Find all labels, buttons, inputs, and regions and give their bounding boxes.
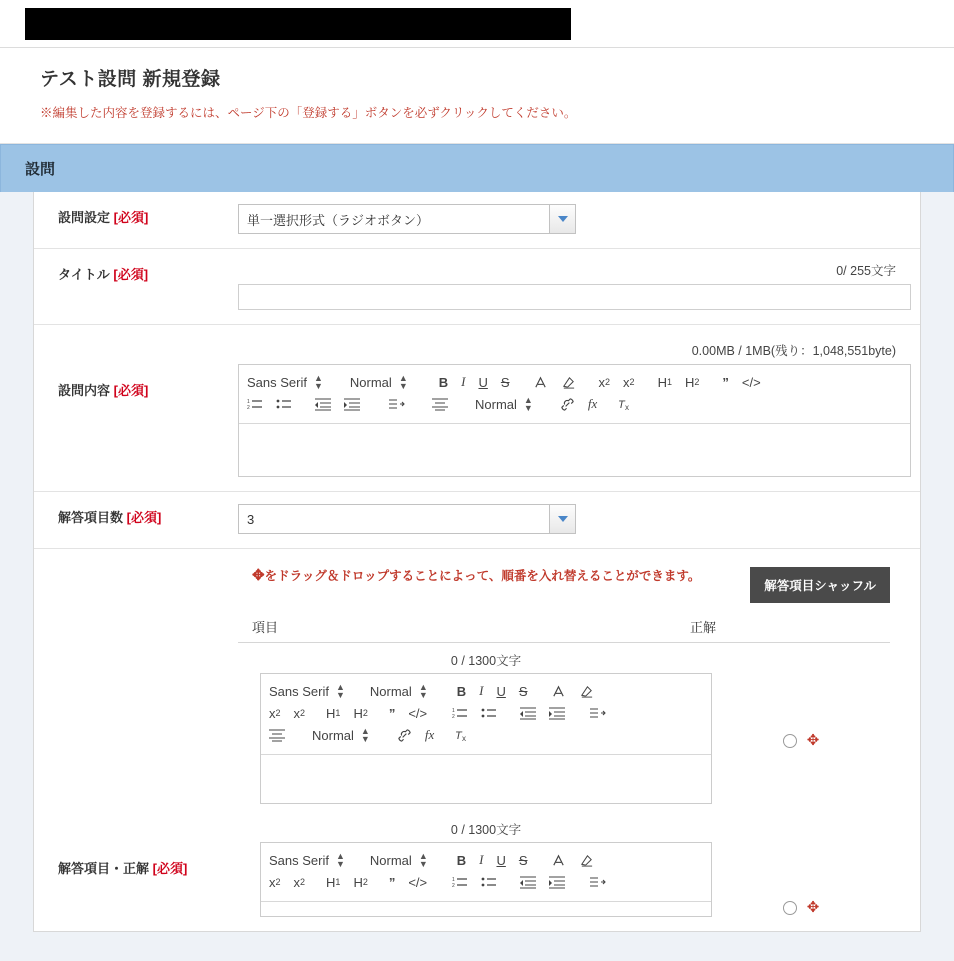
label-question-body-text: 設問内容 — [58, 383, 111, 398]
editor-toolbar — [261, 674, 711, 755]
row-answers — [34, 549, 920, 931]
indent-icon[interactable] — [344, 397, 360, 411]
required-marker: [必須] — [113, 210, 149, 225]
answer-count-value: 3 — [247, 511, 255, 527]
question-body-input[interactable] — [239, 424, 910, 476]
superscript-button[interactable]: x 2 — [293, 705, 306, 721]
chevron-updown-icon: ▲ ▼ — [418, 851, 428, 869]
bold-button[interactable]: B — [438, 374, 449, 390]
block-format-picker[interactable] — [475, 396, 533, 412]
ordered-list-icon[interactable] — [247, 397, 263, 411]
chevron-down-icon[interactable] — [549, 505, 575, 533]
answer-correct-cell — [712, 673, 890, 748]
svg-text:x: x — [462, 733, 467, 743]
title-counter: 0/ 255文字 — [836, 264, 896, 278]
page-header — [0, 48, 954, 144]
answer-correct-cell — [712, 842, 890, 915]
question-body-counter: 0.00MB / 1MB(残り：1,048,551byte) — [691, 344, 896, 358]
text-direction-icon[interactable] — [387, 397, 405, 411]
heading2-button[interactable]: H 2 — [353, 705, 368, 721]
background-color-icon[interactable] — [561, 375, 576, 390]
answer-input[interactable] — [261, 755, 711, 803]
answer-editor[interactable] — [260, 842, 712, 917]
clear-format-icon[interactable] — [618, 397, 634, 412]
label-question-body — [34, 325, 238, 491]
italic-button[interactable]: I — [461, 374, 466, 389]
italic-button[interactable]: I — [479, 852, 484, 867]
svg-text:T: T — [455, 729, 462, 742]
column-header-correct: 正解 — [690, 620, 717, 635]
font-family-value: Sans Serif — [269, 683, 329, 699]
font-size-value: Normal — [349, 374, 392, 390]
blockquote-button[interactable]: ” — [722, 374, 729, 390]
underline-button[interactable]: U — [496, 683, 506, 699]
bullet-list-icon[interactable] — [481, 706, 497, 720]
chevron-down-icon[interactable] — [549, 205, 575, 233]
svg-text:2: 2 — [452, 714, 455, 720]
block-format-value: Normal — [312, 727, 354, 743]
chevron-updown-icon: ▲ ▼ — [398, 373, 408, 391]
font-family-picker[interactable] — [269, 683, 345, 699]
label-question-setting-text: 設問設定 — [58, 210, 111, 225]
heading2-button[interactable]: H 2 — [684, 374, 700, 390]
heading1-button[interactable]: H 1 — [326, 705, 341, 721]
answer-count-select[interactable] — [238, 504, 576, 534]
answer-editor[interactable] — [260, 673, 712, 804]
card-body — [33, 192, 921, 932]
bullet-list-icon[interactable] — [481, 875, 497, 889]
drag-drop-note-text: をドラッグ＆ドロップすることによって、順番を入れ替えることができます。 — [264, 569, 701, 583]
align-icon[interactable] — [432, 397, 448, 411]
font-family-picker[interactable] — [269, 852, 345, 868]
editor-toolbar — [261, 843, 711, 902]
block-format-picker[interactable] — [312, 727, 370, 743]
label-title-text: タイトル — [58, 267, 110, 282]
answer-input[interactable] — [261, 902, 711, 916]
redacted-banner — [25, 8, 571, 40]
svg-text:1: 1 — [452, 877, 455, 883]
chevron-updown-icon: ▲ ▼ — [335, 851, 345, 869]
answers-table-header — [238, 617, 890, 643]
strikethrough-button[interactable]: S — [500, 374, 510, 390]
subscript-button[interactable]: x 2 — [598, 374, 611, 390]
outdent-icon[interactable] — [315, 397, 331, 411]
required-marker: [必須] — [126, 510, 162, 525]
row-title — [34, 249, 920, 325]
text-color-icon[interactable] — [551, 684, 566, 699]
outdent-icon[interactable] — [520, 875, 536, 889]
answer-editor-wrap — [260, 673, 712, 804]
move-handle-icon[interactable]: ✥ — [806, 899, 820, 916]
page-title: テスト設問 新規登録 — [40, 69, 221, 90]
row-answer-count — [34, 492, 920, 549]
answer-counter: 0 / 1300文字 — [450, 654, 522, 668]
ordered-list-icon[interactable] — [452, 706, 468, 720]
svg-text:1: 1 — [452, 708, 455, 714]
formula-button[interactable]: fx — [424, 727, 435, 742]
row-question-setting — [34, 192, 920, 249]
background-color-icon[interactable] — [579, 853, 594, 868]
strikethrough-button[interactable]: S — [518, 683, 528, 699]
field-title — [238, 249, 941, 324]
label-answer-count — [34, 492, 238, 548]
italic-button[interactable]: I — [479, 683, 484, 698]
label-answers-text: 解答項目・正解 — [58, 861, 150, 876]
svg-text:T: T — [618, 398, 625, 411]
font-family-value: Sans Serif — [247, 374, 307, 390]
section-title: 設問 — [0, 144, 954, 192]
move-handle-icon: ✥ — [252, 567, 265, 584]
blockquote-button[interactable]: ” — [388, 705, 396, 721]
superscript-button[interactable]: x 2 — [293, 874, 306, 890]
heading1-button[interactable]: H 1 — [326, 874, 341, 890]
indent-icon[interactable] — [549, 875, 565, 889]
required-marker: [必須] — [152, 861, 188, 876]
required-marker: [必須] — [113, 383, 149, 398]
question-card — [0, 144, 954, 932]
required-marker: [必須] — [113, 267, 149, 282]
answer-row — [238, 842, 890, 917]
correct-radio[interactable] — [783, 901, 797, 915]
chevron-updown-icon: ▲ ▼ — [418, 682, 428, 700]
chevron-updown-icon: ▲ ▼ — [523, 395, 533, 413]
code-block-button[interactable]: </> — [408, 705, 428, 721]
ordered-list-icon[interactable] — [452, 875, 468, 889]
field-question-body — [238, 325, 941, 491]
row-question-body — [34, 325, 920, 492]
column-header-item: 項目 — [252, 620, 279, 635]
editor-toolbar — [239, 365, 910, 424]
question-body-editor[interactable] — [238, 364, 911, 477]
move-handle-icon[interactable]: ✥ — [806, 732, 820, 749]
link-icon[interactable] — [397, 728, 412, 743]
field-question-setting — [238, 192, 920, 248]
bold-button[interactable]: B — [456, 852, 467, 868]
outdent-icon[interactable] — [520, 706, 536, 720]
top-bar — [0, 0, 954, 48]
text-direction-icon[interactable] — [588, 875, 606, 889]
underline-button[interactable]: U — [478, 374, 488, 390]
font-family-value: Sans Serif — [269, 852, 329, 868]
text-direction-icon[interactable] — [588, 706, 606, 720]
label-answers — [34, 549, 238, 931]
label-title — [34, 249, 238, 324]
align-icon[interactable] — [269, 728, 285, 742]
font-size-picker[interactable] — [370, 683, 428, 699]
svg-text:2: 2 — [247, 405, 250, 411]
font-size-value: Normal — [369, 683, 412, 699]
heading2-button[interactable]: H 2 — [353, 874, 368, 890]
drag-drop-note — [252, 567, 712, 586]
formula-button[interactable]: fx — [587, 396, 598, 411]
correct-radio[interactable] — [783, 734, 797, 748]
subscript-button[interactable]: x 2 — [269, 874, 281, 890]
question-setting-select[interactable] — [238, 204, 576, 234]
field-answers — [238, 549, 920, 931]
font-family-picker[interactable] — [247, 374, 323, 390]
chevron-updown-icon: ▲ ▼ — [360, 726, 370, 744]
indent-icon[interactable] — [549, 706, 565, 720]
superscript-button[interactable]: x 2 — [623, 374, 635, 390]
svg-text:1: 1 — [247, 399, 250, 405]
heading1-button[interactable]: H 1 — [657, 374, 672, 390]
clear-format-icon[interactable] — [455, 728, 471, 743]
shuffle-answers-button[interactable]: 解答項目シャッフル — [750, 567, 890, 603]
label-question-setting — [34, 192, 238, 248]
underline-button[interactable]: U — [496, 852, 506, 868]
svg-text:x: x — [625, 402, 630, 412]
answer-row — [238, 673, 890, 804]
link-icon[interactable] — [560, 397, 575, 412]
bold-button[interactable]: B — [456, 683, 467, 699]
label-answer-count-text: 解答項目数 — [58, 510, 124, 525]
subscript-button[interactable]: x 2 — [269, 705, 281, 721]
field-answer-count — [238, 492, 920, 548]
blockquote-button[interactable]: ” — [388, 874, 396, 890]
chevron-updown-icon: ▲ ▼ — [313, 373, 323, 391]
bullet-list-icon[interactable] — [276, 397, 292, 411]
block-format-value: Normal — [475, 396, 517, 412]
answer-editor-wrap — [260, 842, 712, 917]
strikethrough-button[interactable]: S — [518, 852, 528, 868]
title-input[interactable] — [238, 284, 911, 310]
svg-text:2: 2 — [452, 883, 455, 889]
code-block-button[interactable]: </> — [741, 374, 761, 390]
font-size-picker[interactable] — [350, 374, 408, 390]
code-block-button[interactable]: </> — [408, 874, 428, 890]
text-color-icon[interactable] — [533, 375, 548, 390]
text-color-icon[interactable] — [551, 853, 566, 868]
chevron-updown-icon: ▲ ▼ — [335, 682, 345, 700]
background-color-icon[interactable] — [579, 684, 594, 699]
page-note: ※編集した内容を登録するには、ページ下の「登録する」ボタンを必ずクリックしてください。 — [40, 106, 577, 120]
font-size-value: Normal — [369, 852, 412, 868]
question-setting-value: 単一選択形式（ラジオボタン） — [247, 212, 430, 228]
font-size-picker[interactable] — [370, 852, 428, 868]
answer-counter: 0 / 1300文字 — [450, 823, 522, 837]
